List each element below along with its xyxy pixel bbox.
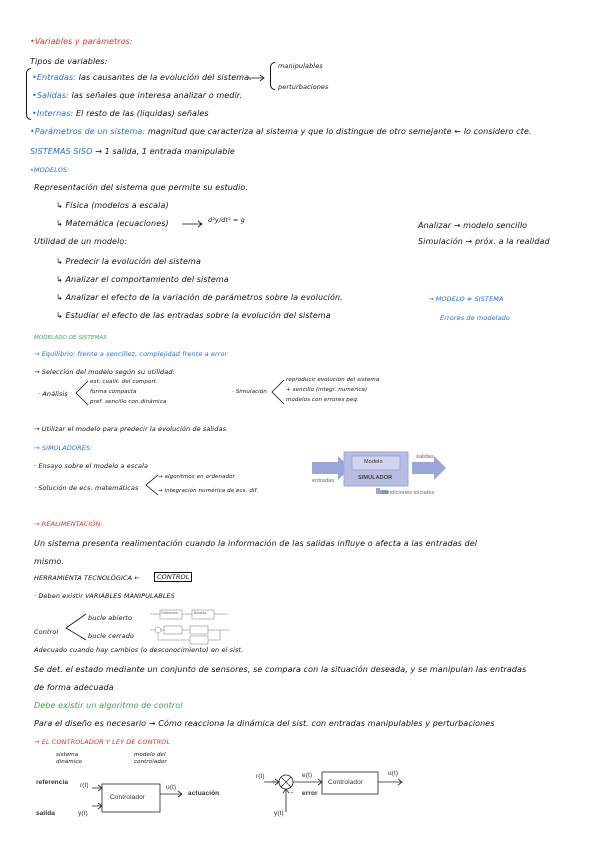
analisis-item-3: pref. sencillo con dinámica bbox=[90, 399, 167, 405]
section-title-realimentacion: → REALIMENTACIÓN: bbox=[34, 520, 103, 528]
analisis-item-1: est. cualit. del comport. bbox=[90, 379, 158, 385]
u-label-left: u(t) bbox=[166, 784, 177, 791]
herramienta-text: HERRAMIENTA TECNOLÓGICA ← bbox=[34, 574, 140, 582]
realimentacion-paragraph-2: mismo. bbox=[34, 557, 65, 566]
utilidad-3: ↳ Analizar el efecto de la variación de parámetros sobre la evolución. bbox=[56, 293, 343, 302]
brace-simulacion-icon bbox=[270, 378, 284, 406]
entradas-key: •Entradas: bbox=[32, 73, 77, 82]
brace-entradas bbox=[270, 62, 275, 90]
utilidad-4: ↳ Estudiar el efecto de las entradas sobre la evolución del sistema bbox=[56, 311, 331, 320]
analisis-item-2: forma compacta bbox=[90, 389, 137, 395]
internas-key: •Internas: bbox=[32, 109, 74, 118]
siso-line bbox=[30, 146, 235, 157]
simulador-label: SIMULADOR bbox=[358, 475, 393, 481]
section-title-modelos: •MODELOS: bbox=[30, 166, 70, 174]
actuacion-label: actuación bbox=[188, 790, 220, 797]
r-label-left: r(t) bbox=[80, 782, 89, 789]
control-box: CONTROL bbox=[154, 572, 192, 582]
entradas-arrow-label: entradas bbox=[312, 478, 335, 484]
e-label: e(t) bbox=[302, 772, 313, 779]
modelo-ne-sistema: → MODELO ≠ SISTEMA bbox=[428, 295, 504, 303]
mini-diagram-cerrado bbox=[150, 624, 235, 646]
ensayo-text: · Ensayo sobre el modelo a escala bbox=[34, 462, 149, 470]
referencia-label: referencia bbox=[36, 779, 69, 786]
salidas-key: •Salidas: bbox=[32, 91, 69, 100]
analisis-label: · Análisis bbox=[38, 390, 68, 398]
realimentacion-paragraph: Un sistema presenta realimentación cuando la información de las salidas influye o afecta a las entradas del bbox=[34, 539, 478, 548]
arrow-icon bbox=[248, 74, 268, 82]
adecuado-text: Adecuado cuando hay cambios (o desconocimiento) en el sist. bbox=[34, 646, 244, 654]
plus-sign: + bbox=[272, 779, 276, 786]
sistema-dinamico-label: sistema dinámico bbox=[56, 752, 82, 765]
perturbaciones-label: perturbaciones bbox=[278, 83, 329, 91]
algoritmo-text: Debe existir un algoritmo de control bbox=[34, 701, 183, 710]
modelo-controlador-label: modelo del controlador bbox=[134, 752, 167, 765]
algoritmos-text: → algoritmos en ordenador bbox=[158, 474, 235, 480]
utilidad-text: Utilidad de un modelo: bbox=[34, 237, 128, 246]
analizar-text: Analizar → modelo sencillo bbox=[418, 221, 528, 230]
brace-tipos bbox=[26, 68, 31, 120]
simulacion-item-2: + sencillo (integr. numérica) bbox=[286, 387, 368, 393]
salidas-arrow-label: salidas bbox=[416, 454, 434, 460]
manipulables-label: manipulables bbox=[278, 62, 323, 70]
utilizar-text: → Utilizar el modelo para predecir la evolución de salidas. bbox=[34, 425, 229, 433]
salida-label: salida bbox=[36, 810, 56, 817]
simulator-diagram bbox=[312, 452, 462, 500]
fisica-text: ↳ Física (modelos a escala) bbox=[56, 201, 169, 210]
integracion-text: → integración numérica de ecs. dif. bbox=[158, 488, 259, 494]
se-det-text: Se det. el estado mediante un conjunto de sensores, se compara con la situación deseada, y se manipulan las entradas bbox=[34, 665, 527, 674]
errores-modelado: Errores de modelado bbox=[440, 314, 510, 322]
section-title-modelado: MODELADO DE SISTEMAS bbox=[34, 335, 107, 341]
brace-solucion-icon bbox=[144, 473, 158, 497]
simulacion-item-1: reproducir evolución del sistema bbox=[286, 377, 380, 383]
parametros-line bbox=[30, 126, 532, 137]
simulacion-item-3: modelos con errores peq. bbox=[286, 397, 359, 403]
section-title-simuladores: → SIMULADORES: bbox=[34, 444, 93, 452]
utilidad-2: ↳ Analizar el comportamiento del sistema bbox=[56, 275, 229, 284]
controlador-box-left: Controlador bbox=[110, 794, 146, 801]
mini-diagram-abierto bbox=[150, 608, 230, 622]
controller-diagram-left bbox=[30, 770, 260, 830]
brace-analisis-icon bbox=[74, 379, 88, 407]
siso-value: → 1 salida, 1 entrada manipulable bbox=[95, 147, 235, 156]
controller-diagram-right bbox=[252, 766, 422, 824]
control-label: Control bbox=[34, 628, 59, 636]
ley-control-title: → EL CONTROLADOR Y LEY DE CONTROL bbox=[34, 738, 171, 746]
y-label-right: y(t) bbox=[274, 810, 284, 817]
parametros-key: •Parámetros de un sistema: bbox=[30, 127, 146, 136]
tipos-variables-label: Tipos de variables: bbox=[30, 57, 108, 66]
r-label-right: r(t) bbox=[256, 773, 265, 780]
seleccion-text: → Selección del modelo según su utilidad: bbox=[34, 368, 175, 376]
simulacion-text: Simulación → próx. a la realidad bbox=[418, 237, 550, 246]
bucle-abierto-label: bucle abierto bbox=[88, 614, 133, 622]
condiciones-label: condiciones iniciales bbox=[382, 490, 435, 496]
deben-text: · Deben existir VARIABLES MANIPULABLES bbox=[34, 592, 175, 600]
matematica-text: ↳ Matemática (ecuaciones) bbox=[56, 219, 169, 228]
solucion-text: · Solución de ecs. matemáticas bbox=[34, 484, 139, 492]
para-diseno-text: Para el diseño es necesario → Cómo reacciona la dinámica del sist. con entradas manipulables y perturbaciones bbox=[34, 719, 495, 728]
equilibrio-text: → Equilibrio: frente a sencillez, complejidad frente a error bbox=[34, 350, 228, 358]
entradas-value: las causantes de la evolución del sistema. bbox=[78, 73, 252, 82]
u-label-right: u(t) bbox=[388, 770, 399, 777]
section-title-variables: •Variables y parámetros: bbox=[30, 37, 133, 46]
minus-sign: − bbox=[290, 790, 294, 797]
brace-control-icon bbox=[64, 612, 86, 642]
representacion-text: Representación del sistema que permite su estudio. bbox=[34, 183, 249, 192]
siso-key: SISTEMAS SISO bbox=[30, 147, 93, 156]
mini-box-2: Bobella bbox=[194, 611, 207, 615]
se-det-text-2: de forma adecuada bbox=[34, 683, 114, 692]
salidas-value: las señales que interesa analizar o medir. bbox=[71, 91, 243, 100]
modelo-box-label: Modelo bbox=[364, 459, 383, 465]
salidas-line bbox=[32, 90, 242, 101]
internas-line bbox=[32, 108, 209, 119]
simulacion-label: · Simulación bbox=[232, 389, 267, 395]
y-label-left: y(t) bbox=[78, 810, 88, 817]
utilidad-1: ↳ Predecir la evolución del sistema bbox=[56, 257, 201, 266]
mini-box-1: Obtención bbox=[161, 611, 178, 615]
internas-value: El resto de las (liquidas) señales bbox=[76, 109, 209, 118]
arrow-icon bbox=[182, 220, 206, 228]
controlador-box-right: Controlador bbox=[328, 779, 364, 786]
bucle-cerrado-label: bucle cerrado bbox=[88, 632, 134, 640]
entradas-line bbox=[32, 72, 252, 83]
parametros-value: magnitud que caracteriza al sistema y que lo distingue de otro semejante ← lo considero cte. bbox=[147, 127, 532, 136]
equation-text: d²y/dt² = g bbox=[208, 216, 245, 224]
error-label: error bbox=[302, 790, 318, 797]
